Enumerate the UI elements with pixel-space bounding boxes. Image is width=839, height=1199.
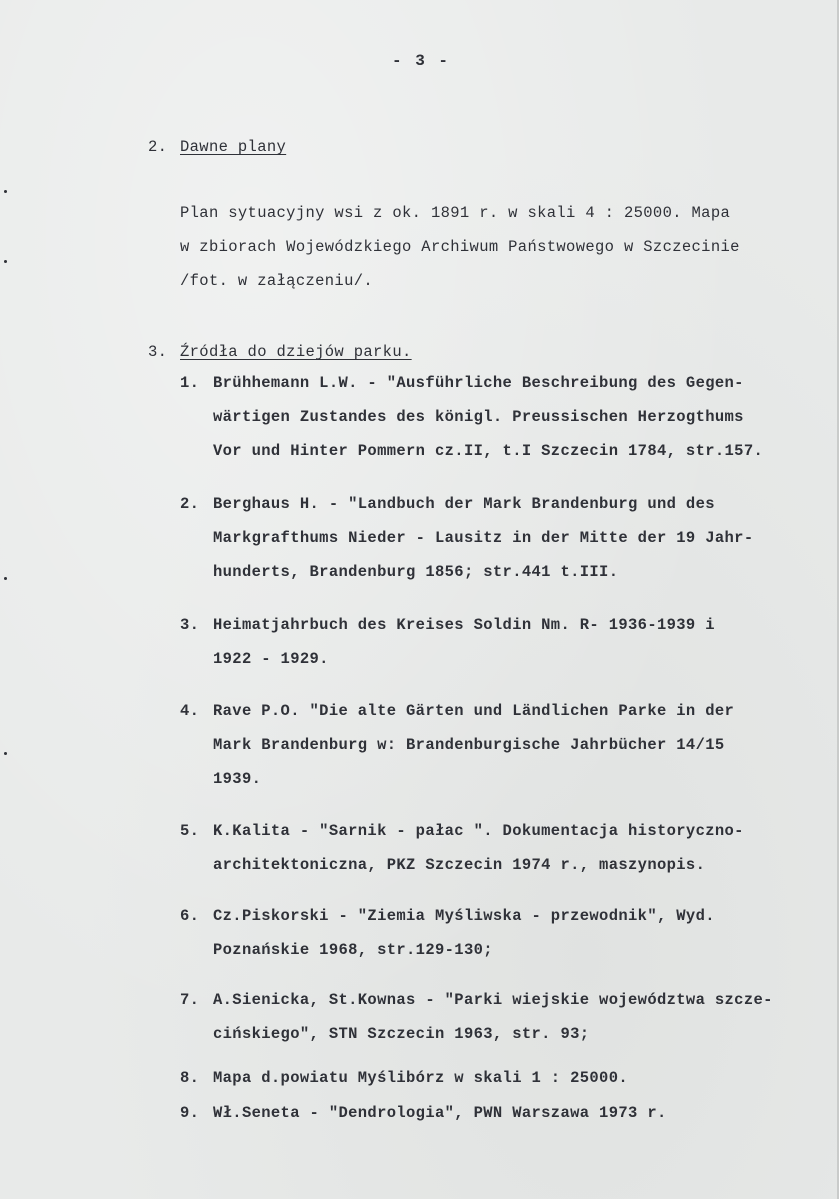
source-item-line: Mapa d.powiatu Myślibórz w skali 1 : 25000.: [213, 1069, 629, 1087]
section-2-number: 2.: [148, 138, 168, 156]
margin-mark: [4, 577, 7, 580]
source-item-line: Brühhemann L.W. - "Ausführliche Beschreibung des Gegen-: [213, 374, 744, 392]
source-item-line: 1939.: [213, 770, 262, 788]
section-3-number: 3.: [148, 343, 168, 361]
source-item-number: 1.: [180, 374, 200, 392]
source-item-line: architektoniczna, PKZ Szczecin 1974 r., maszynopis.: [213, 856, 706, 874]
section-3-title: Źródła do dziejów parku.: [180, 343, 412, 361]
source-item-number: 4.: [180, 702, 200, 720]
source-item-line: A.Sienicka, St.Kownas - "Parki wiejskie województwa szcze-: [213, 991, 773, 1009]
section-2-line: Plan sytuacyjny wsi z ok. 1891 r. w skali 4 : 25000. Mapa: [180, 204, 731, 222]
source-item-line: Cz.Piskorski - "Ziemia Myśliwska - przewodnik", Wyd.: [213, 907, 715, 925]
source-item-line: K.Kalita - "Sarnik - pałac ". Dokumentacja historyczno-: [213, 822, 744, 840]
margin-mark: [4, 190, 7, 193]
margin-mark: [4, 752, 7, 755]
source-item-line: Mark Brandenburg w: Brandenburgische Jahrbücher 14/15: [213, 736, 725, 754]
page-number: - 3 -: [392, 52, 451, 70]
source-item-number: 2.: [180, 495, 200, 513]
source-item-line: hunderts, Brandenburg 1856; str.441 t.III.: [213, 563, 619, 581]
source-item-line: Berghaus H. - "Landbuch der Mark Brandenburg und des: [213, 495, 715, 513]
source-item-line: 1922 - 1929.: [213, 650, 329, 668]
section-2-title: Dawne plany: [180, 138, 287, 156]
source-item-line: Vor und Hinter Pommern cz.II, t.I Szczecin 1784, str.157.: [213, 442, 764, 460]
section-2-line: w zbiorach Wojewódzkiego Archiwum Państwowego w Szczecinie: [180, 238, 740, 256]
source-item-number: 6.: [180, 907, 200, 925]
source-item-line: wärtigen Zustandes des königl. Preussischen Herzogthums: [213, 408, 744, 426]
margin-mark: [4, 260, 7, 263]
section-2-line: /fot. w załączeniu/.: [180, 272, 374, 290]
source-item-number: 3.: [180, 616, 200, 634]
source-item-line: Heimatjahrbuch des Kreises Soldin Nm. R- 1936-1939 i: [213, 616, 715, 634]
source-item-number: 8.: [180, 1069, 200, 1087]
source-item-line: Poznańskie 1968, str.129-130;: [213, 941, 493, 959]
source-item-line: Wł.Seneta - "Dendrologia", PWN Warszawa 1973 r.: [213, 1104, 667, 1122]
source-item-number: 5.: [180, 822, 200, 840]
source-item-line: Rave P.O. "Die alte Gärten und Ländlichen Parke in der: [213, 702, 735, 720]
source-item-number: 9.: [180, 1104, 200, 1122]
source-item-number: 7.: [180, 991, 200, 1009]
source-item-line: cińskiego", STN Szczecin 1963, str. 93;: [213, 1025, 590, 1043]
source-item-line: Markgrafthums Nieder - Lausitz in der Mitte der 19 Jahr-: [213, 529, 754, 547]
